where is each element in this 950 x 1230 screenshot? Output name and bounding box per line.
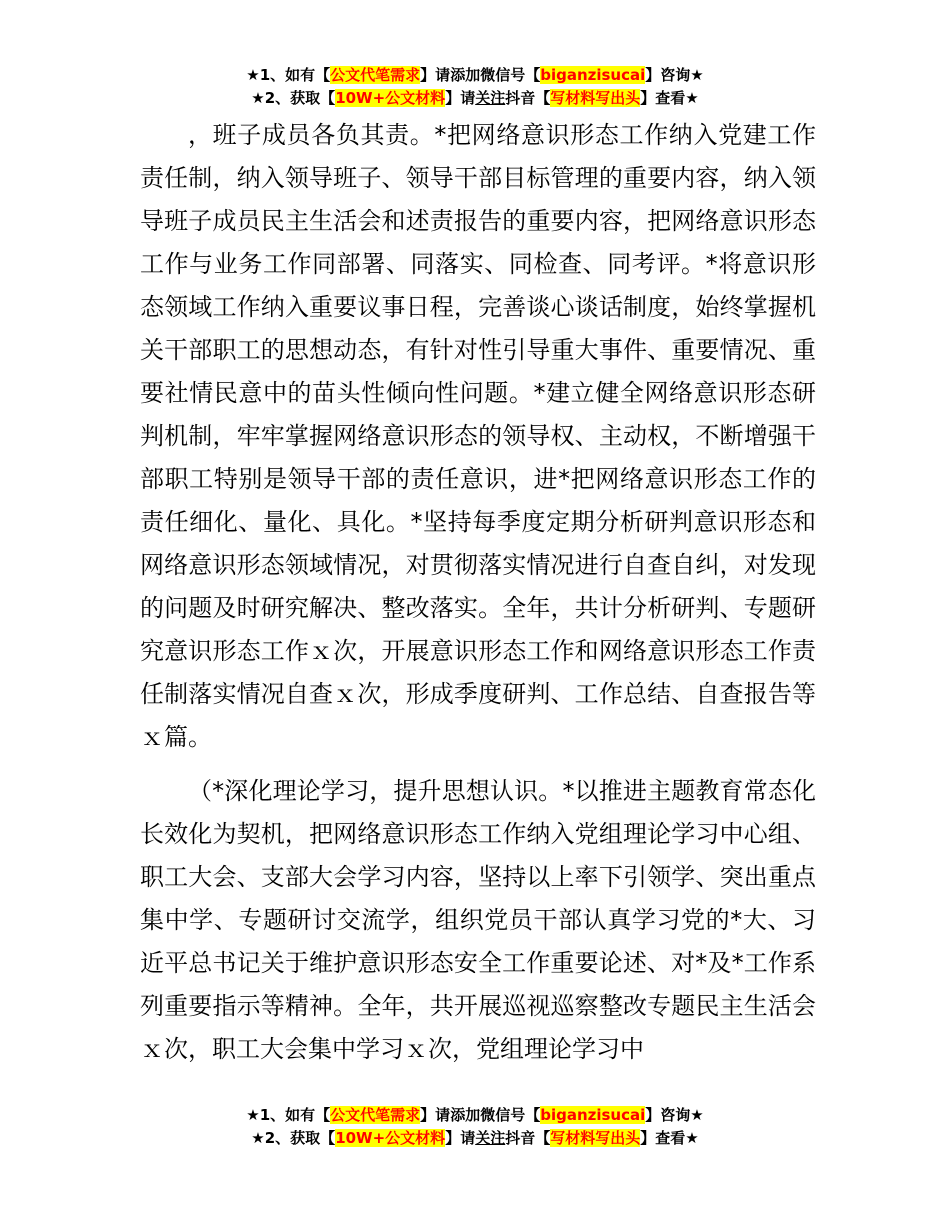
footer-line1-middle2: 微信号【 <box>480 1106 541 1124</box>
document-paragraph-1: ，班子成员各负其责。*把网络意识形态工作纳入党建工作责任制，纳入领导班子、领导干部目标管理的重要内容，纳入领导班子成员民主生活会和述责报告的重要内容，把网络意识形态工作与业务工作同部署、同落实、同检查、同考评。*将意识形态领域工作纳入重要议事日程，完善谈心谈话制度，始终掌握机关干部职工的思想动态，有针对性引导重大事件、重要情况、重要社情民意中的苗头性倾向性问题。*建立健全网络意识形态研判机制，牢牢掌握网络意识形态的领导权、主动权，不断增强干部职工特别是领导干部的责任意识，进*把网络意识形态工作的责任细化、量化、具化。*坚持每季度定期分析研判意识形态和网络意识形态领域情况，对贯彻落实情况进行自查自纠，对发现的问题及时研究解决、整改落实。全年，共计分析研判、专题研究意识形态工作ｘ次，开展意识形态工作和网络意识形态工作责任制落实情况自查ｘ次，形成季度研判、工作总结、自查报告等ｘ篇。 <box>140 121 816 751</box>
header-line2-emph: 关注 <box>475 89 506 107</box>
header-line2-prefix: ★2、获取【 <box>251 89 336 107</box>
header-line2-middle2: 抖音【 <box>505 89 551 107</box>
footer-line2-prefix: ★2、获取【 <box>251 1129 336 1147</box>
footer-line2-middle1: 】请 <box>445 1129 476 1147</box>
header-line1-middle1: 】请 <box>420 66 451 84</box>
footer-line1-highlight-wechat: biganzisucai <box>540 1106 646 1124</box>
header-banner-line-2 <box>0 87 950 110</box>
header-line2-middle1: 】请 <box>445 89 476 107</box>
footer-banner-line-1 <box>0 1104 950 1127</box>
header-banner <box>0 64 950 110</box>
header-line1-emph: 添加 <box>450 66 481 84</box>
header-line2-suffix: 】查看★ <box>640 89 699 107</box>
header-line1-prefix: ★1、如有【 <box>246 66 331 84</box>
footer-line2-suffix: 】查看★ <box>640 1129 699 1147</box>
footer-line1-highlight-service: 公文代笔需求 <box>330 1106 421 1124</box>
header-line2-highlight-douyin: 写材料写出头 <box>550 89 641 107</box>
footer-line1-prefix: ★1、如有【 <box>246 1106 331 1124</box>
footer-line1-suffix: 】咨询★ <box>645 1106 704 1124</box>
footer-line2-emph: 关注 <box>475 1129 506 1147</box>
header-line1-suffix: 】咨询★ <box>645 66 704 84</box>
footer-line1-middle1: 】请 <box>420 1106 451 1124</box>
footer-banner <box>0 1104 950 1150</box>
header-line1-highlight-service: 公文代笔需求 <box>330 66 421 84</box>
header-line2-highlight-materials: 10W+公文材料 <box>335 89 446 107</box>
footer-line2-highlight-materials: 10W+公文材料 <box>335 1129 446 1147</box>
footer-banner-line-2 <box>0 1127 950 1150</box>
header-banner-line-1 <box>0 64 950 87</box>
document-body <box>140 114 816 1071</box>
document-paragraph-2: （*深化理论学习，提升思想认识。*以推进主题教育常态化长效化为契机，把网络意识形态工作纳入党组理论学习中心组、职工大会、支部大会学习内容，坚持以上率下引领学、突出重点集中学、专题研讨交流学，组织党员干部认真学习党的*大、习近平总书记关于维护意识形态安全工作重要论述、对*及*工作系列重要指示等精神。全年，共开展巡视巡察整改专题民主生活会ｘ次，职工大会集中学习ｘ次，党组理论学习中 <box>140 777 816 1063</box>
footer-line2-highlight-douyin: 写材料写出头 <box>550 1129 641 1147</box>
footer-line1-emph: 添加 <box>450 1106 481 1124</box>
header-line1-middle2: 微信号【 <box>480 66 541 84</box>
footer-line2-middle2: 抖音【 <box>505 1129 551 1147</box>
header-line1-highlight-wechat: biganzisucai <box>540 66 646 84</box>
